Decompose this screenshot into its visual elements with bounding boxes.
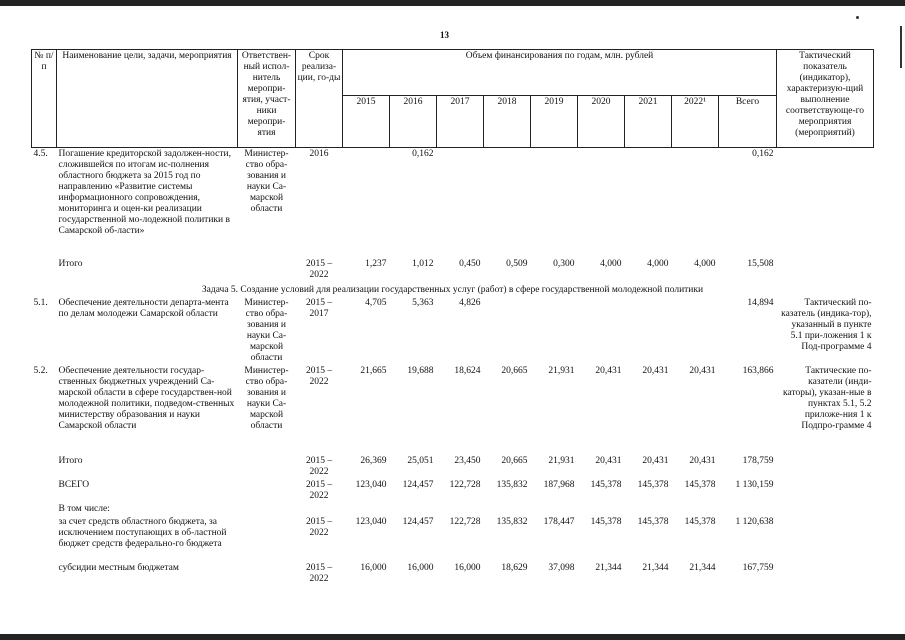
row-indicator: [777, 258, 874, 284]
cell-value: [578, 148, 625, 258]
cell-value: 16,000: [407, 562, 434, 573]
cell-value: [437, 503, 484, 516]
cell-total: 167,759: [742, 562, 774, 573]
cell-value: 20,431: [595, 365, 622, 376]
row-no: 4.5.: [33, 149, 48, 159]
cell-total: 163,866: [742, 365, 774, 376]
cell-total: 1 130,159: [735, 479, 774, 490]
year-header: 2015: [343, 96, 390, 148]
cell-value: 135,832: [496, 516, 528, 527]
row-no: [32, 503, 57, 516]
cell-value: 123,040: [355, 479, 387, 490]
task-heading-row: [32, 284, 874, 297]
cell-value: 187,968: [543, 479, 575, 490]
row-responsible: [238, 455, 296, 479]
row-responsible: [238, 562, 296, 586]
row-period: [296, 503, 343, 516]
row-indicator: Тактический по-казатель (индика-тор), указанный в пункте 5.1 при-ложения 1 к Под-программе 4: [781, 297, 872, 352]
row-no: 5.2.: [33, 365, 48, 376]
row-name: Погашение кредиторской задолжен-ности, сложившейся по итогам ис-полнения областного бюджета за 2015 год по направлению «Развитие системы информационного сопровождения, мониторинга и оцен-ки реализации государственной мо-лодежной политики в Самарской об-ласти»: [58, 149, 231, 236]
cell-value: 26,369: [360, 455, 387, 466]
row-period: 2015 – 2022: [305, 516, 333, 538]
cell-value: 5,363: [412, 297, 434, 308]
cell-value: 0,300: [553, 258, 575, 269]
year-header: 2017: [437, 96, 484, 148]
cell-value: 37,098: [548, 562, 575, 573]
cell-value: [343, 148, 390, 258]
cell-value: 145,378: [637, 479, 669, 490]
cell-value: 124,457: [402, 479, 434, 490]
cell-value: [484, 297, 531, 365]
cell-value: 145,378: [590, 516, 622, 527]
cell-value: 4,826: [459, 297, 481, 308]
cell-value: 4,000: [694, 258, 716, 269]
year-header: 2020: [578, 96, 625, 148]
row-period: 2016: [309, 149, 329, 159]
cell-value: [578, 503, 625, 516]
cell-value: 122,728: [449, 479, 481, 490]
cell-value: 4,705: [365, 297, 387, 308]
cell-value: 1,012: [412, 258, 434, 269]
cell-value: 18,624: [454, 365, 481, 376]
row-name: Обеспечение деятельности департа-мента по делам молодежи Самарской области: [58, 297, 229, 319]
row-name: Обеспечение деятельности государ-ственных бюджетных учреждений Са-марской области в сфере государствен-ной молодежной политики, подведом-ственных министерству образования и науки Самарской области: [58, 365, 235, 431]
cell-value: 4,000: [647, 258, 669, 269]
year-header: 2019: [531, 96, 578, 148]
table-row: [32, 479, 874, 503]
row-name: ВСЕГО: [58, 479, 90, 490]
row-period: 2015 – 2022: [305, 479, 333, 501]
cell-value: 20,431: [642, 455, 669, 466]
cell-value: [672, 503, 719, 516]
col-responsible: Ответствен-ный испол-нитель меропри-ятия, участ-ники меропри-ятия: [238, 50, 296, 148]
cell-value: 178,447: [543, 516, 575, 527]
col-indicator: Тактический показатель (индикатор), характеризую-щий выполнение соответствующе-го мероприятия (мероприятий): [777, 50, 874, 148]
cell-value: 145,378: [684, 479, 716, 490]
table-row: [32, 503, 874, 516]
cell-value: 20,431: [689, 455, 716, 466]
row-period: 2015 – 2022: [305, 562, 333, 584]
row-name: субсидии местным бюджетам: [58, 562, 179, 573]
cell-value: [672, 148, 719, 258]
table-row: [32, 455, 874, 479]
cell-value: 123,040: [355, 516, 387, 527]
cell-value: [625, 148, 672, 258]
row-indicator: [777, 562, 874, 586]
row-no: [32, 479, 57, 503]
cell-value: 21,665: [360, 365, 387, 376]
row-name: Итого: [58, 455, 83, 466]
row-responsible: [238, 479, 296, 503]
col-no: № п/п: [32, 50, 57, 148]
row-indicator: [777, 503, 874, 516]
cell-value: [390, 503, 437, 516]
cell-total: 0,162: [752, 149, 774, 159]
cell-value: 20,431: [689, 365, 716, 376]
cell-value: [484, 503, 531, 516]
cell-value: 21,344: [642, 562, 669, 573]
row-name: В том числе:: [58, 503, 110, 514]
cell-value: 20,431: [642, 365, 669, 376]
cell-value: 21,931: [548, 365, 575, 376]
row-name: за счет средств областного бюджета, за исключением поступающих в об-ластной бюджет средств федерально-го бюджета: [58, 516, 227, 549]
cell-total: 14,894: [747, 297, 774, 308]
row-no: [32, 455, 57, 479]
year-header: 2016: [390, 96, 437, 148]
row-indicator: Тактические по-казатели (инди-каторы), указан-ные в пунктах 5.1, 5.2 приложе-ния 1 к Подпро-грамме 4: [783, 365, 872, 431]
year-header: 2018: [484, 96, 531, 148]
cell-total: 1 120,638: [735, 516, 774, 527]
financing-table: [31, 49, 874, 586]
row-period: 2015 – 2022: [305, 455, 333, 477]
scan-edge: [900, 26, 902, 68]
top-border: [0, 0, 905, 6]
cell-value: 20,431: [595, 455, 622, 466]
cell-value: 0,509: [506, 258, 528, 269]
table-header: [32, 50, 874, 148]
total-header: Всего: [719, 96, 777, 148]
cell-value: [531, 503, 578, 516]
cell-total: [719, 503, 777, 516]
cell-value: 18,629: [501, 562, 528, 573]
row-period: 2015 – 2017: [305, 297, 333, 319]
cell-value: [625, 297, 672, 365]
cell-value: [672, 297, 719, 365]
cell-value: 145,378: [684, 516, 716, 527]
col-name: Наименование цели, задачи, мероприятия: [57, 50, 238, 148]
cell-value: 0,162: [412, 149, 434, 159]
row-name: Итого: [58, 258, 83, 269]
table-row: [32, 148, 874, 258]
col-financing: Объем финансирования по годам, млн. рублей: [343, 50, 777, 96]
cell-value: 124,457: [402, 516, 434, 527]
bottom-border: [0, 634, 905, 640]
cell-value: 23,450: [454, 455, 481, 466]
table-row: [32, 516, 874, 562]
row-responsible: Министер-ство обра-зования и науки Са-марской области: [244, 149, 289, 214]
table-row: [32, 562, 874, 586]
cell-value: [625, 503, 672, 516]
cell-value: 145,378: [637, 516, 669, 527]
row-no: [32, 562, 57, 586]
page-number: 13: [440, 30, 449, 40]
cell-value: 25,051: [407, 455, 434, 466]
row-responsible: Министер-ство обра-зования и науки Са-марской области: [244, 365, 289, 431]
cell-value: 20,665: [501, 365, 528, 376]
section-b: [32, 297, 874, 586]
row-period: 2015 – 2022: [305, 365, 333, 387]
cell-total: 178,759: [742, 455, 774, 466]
cell-value: [531, 297, 578, 365]
row-no: [32, 516, 57, 562]
cell-value: 19,688: [407, 365, 434, 376]
row-responsible: [238, 258, 296, 284]
table-row: [32, 365, 874, 455]
cell-value: 1,237: [365, 258, 387, 269]
row-responsible: [238, 516, 296, 562]
row-indicator: [777, 516, 874, 562]
cell-value: 20,665: [501, 455, 528, 466]
year-header: 2022¹: [672, 96, 719, 148]
table-row: [32, 297, 874, 365]
cell-value: 21,344: [689, 562, 716, 573]
section-a: [32, 148, 874, 297]
cell-value: 21,344: [595, 562, 622, 573]
year-header: 2021: [625, 96, 672, 148]
cell-value: 4,000: [600, 258, 622, 269]
row-no: 5.1.: [33, 297, 48, 308]
cell-value: [343, 503, 390, 516]
cell-value: [437, 148, 484, 258]
row-no: [32, 258, 57, 284]
cell-value: 16,000: [360, 562, 387, 573]
table-row: [32, 258, 874, 284]
row-indicator: [777, 455, 874, 479]
cell-value: 0,450: [459, 258, 481, 269]
col-period: Срок реализа-ции, го-ды: [296, 50, 343, 148]
cell-value: 145,378: [590, 479, 622, 490]
cell-value: [578, 297, 625, 365]
row-responsible: [238, 503, 296, 516]
cell-value: 122,728: [449, 516, 481, 527]
scan-mark: [856, 16, 859, 19]
cell-value: 21,931: [548, 455, 575, 466]
task-heading: Задача 5. Создание условий для реализации государственных услуг (работ) в сфере государственной молодежной политики: [201, 284, 704, 295]
cell-total: 15,508: [747, 258, 774, 269]
row-indicator: [777, 479, 874, 503]
cell-value: 16,000: [454, 562, 481, 573]
cell-value: [531, 148, 578, 258]
row-indicator: [777, 148, 874, 258]
cell-value: 135,832: [496, 479, 528, 490]
cell-value: [484, 148, 531, 258]
row-period: 2015 – 2022: [305, 258, 333, 280]
row-responsible: Министер-ство обра-зования и науки Са-марской области: [244, 297, 289, 363]
